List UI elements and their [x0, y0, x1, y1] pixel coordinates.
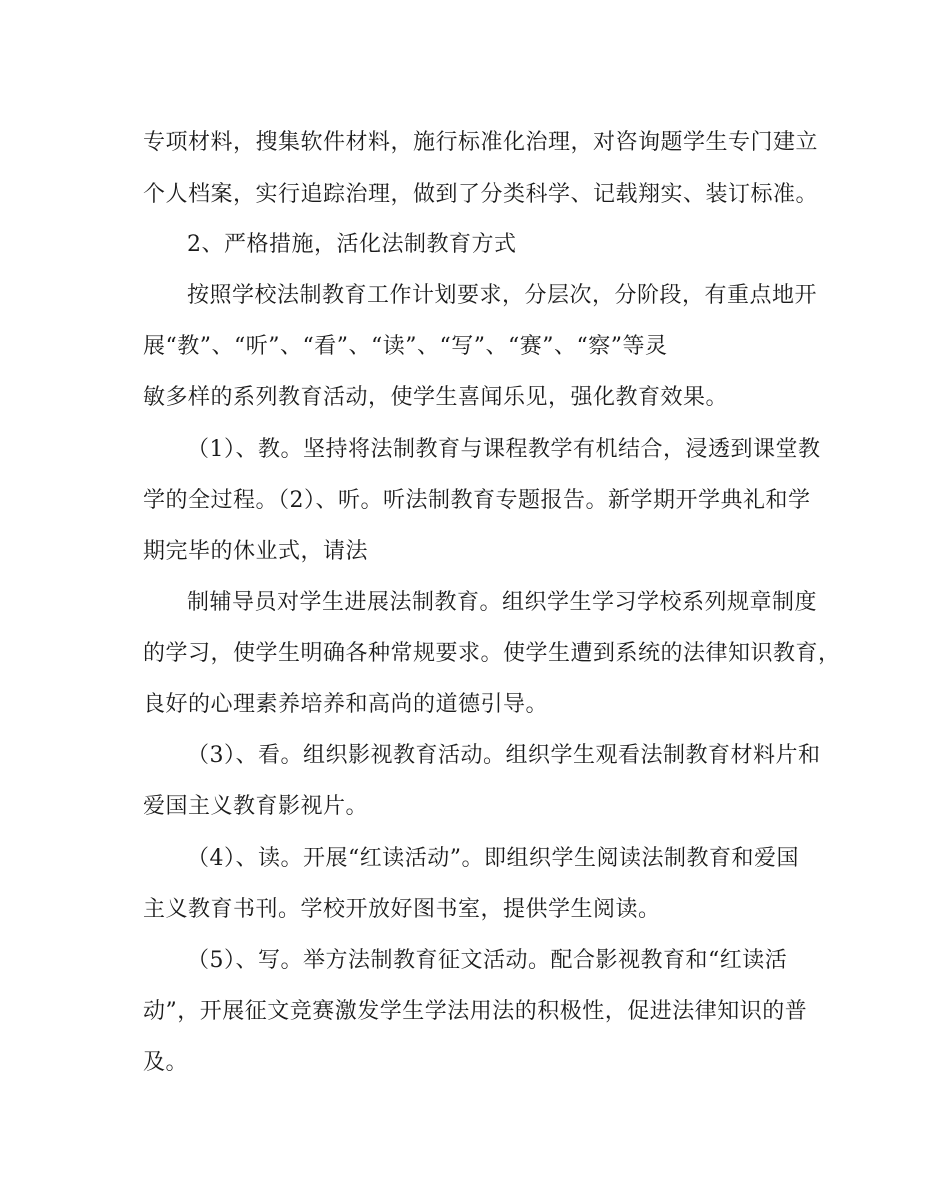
text-line: 主义教育书刊。学校开放好图书室，提供学生阅读。	[143, 897, 661, 922]
text-line: （3）、看。组织影视教育活动。组织学生观看法制教育材料片和	[187, 743, 821, 768]
text-line: 爱国主义教育影视片。	[143, 794, 369, 819]
text-line: （1）、教。坚持将法制教育与课程教学有机结合，浸透到课堂教	[187, 437, 821, 462]
text-line: 的学习，使学生明确各种常规要求。使学生遭到系统的法律知识教育，	[143, 641, 841, 666]
text-line: 专项材料，搜集软件材料，施行标准化治理，对咨询题学生专门建立	[143, 130, 819, 155]
text-line: 个人档案，实行追踪治理，做到了分类科学、记载翔实、装订标准。	[143, 182, 819, 207]
text-line: 展“教”、“听”、“看”、“读”、“写”、“赛”、“察”等灵	[143, 334, 668, 359]
text-line: （4）、读。开展“红读活动”。即组织学生阅读法制教育和爱国	[187, 846, 799, 871]
text-line: 期完毕的休业式，请法	[143, 539, 369, 564]
text-line: 学的全过程。（2）、听。听法制教育专题报告。新学期开学典礼和学	[143, 488, 811, 513]
text-line: 动”，开展征文竞赛激发学生学法用法的积极性，促进法律知识的普	[143, 999, 808, 1024]
section-heading: 2、严格措施，活化法制教育方式	[187, 232, 517, 257]
text-line: 制辅导员对学生进展法制教育。组织学生学习学校系列规章制度	[187, 590, 818, 615]
text-line: 敏多样的系列教育活动，使学生喜闻乐见，强化教育效果。	[143, 385, 729, 410]
text-line: 及。	[143, 1050, 189, 1075]
text-line: （5）、写。举方法制教育征文活动。配合影视教育和“红读活	[187, 948, 788, 973]
text-line: 良好的心理素养培养和高尚的道德引导。	[143, 692, 549, 717]
text-line: 按照学校法制教育工作计划要求，分层次，分阶段，有重点地开	[187, 283, 818, 308]
